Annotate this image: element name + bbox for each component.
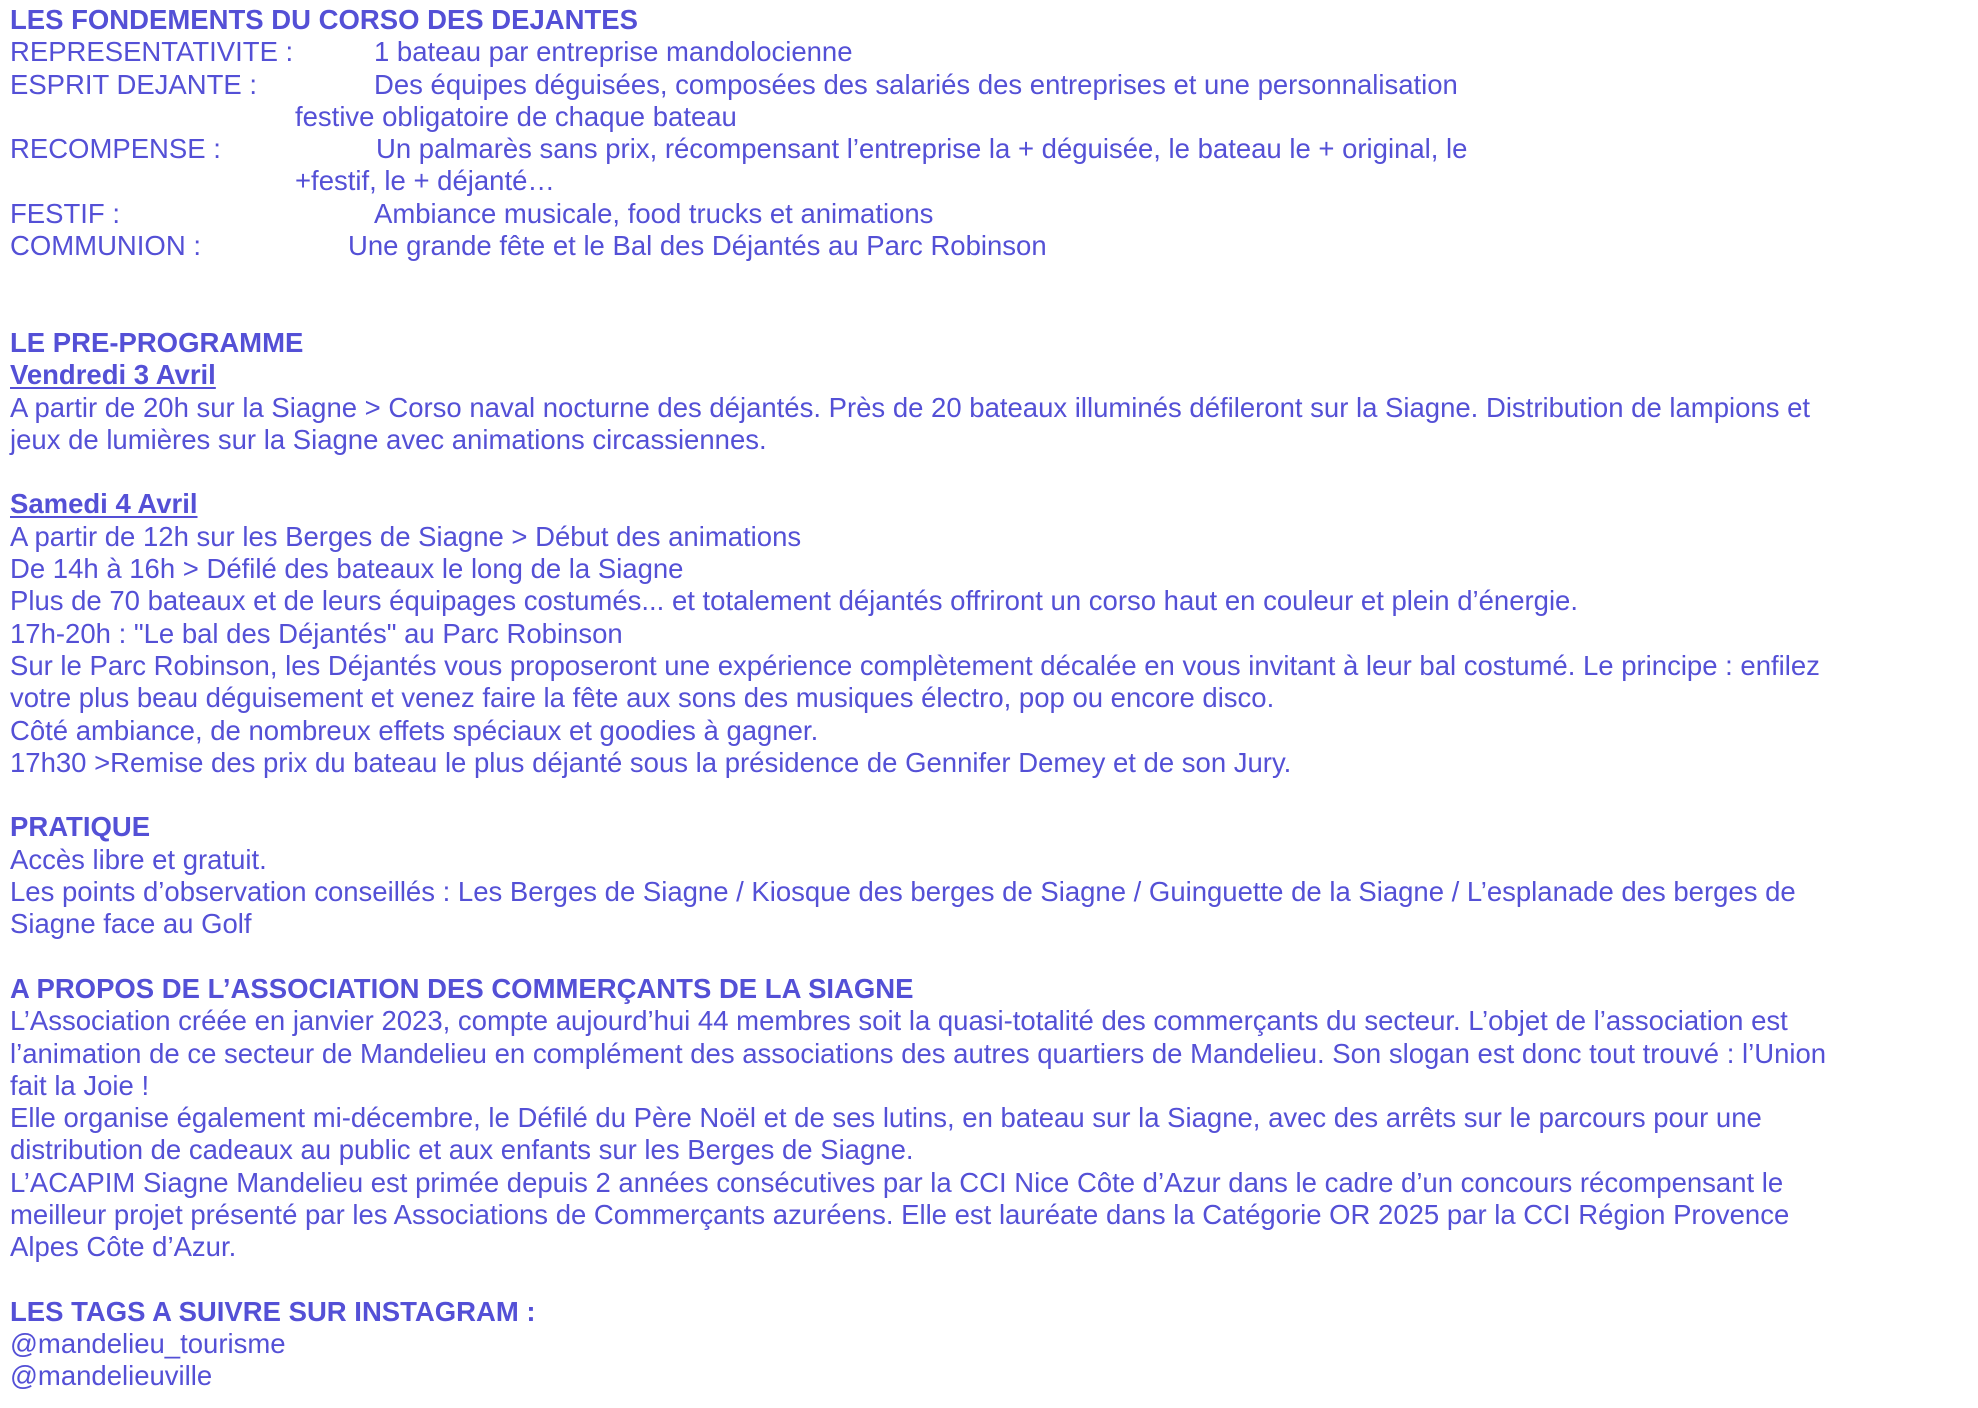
row-value: Des équipes déguisées, composées des salariés des entreprises et une personnalisation — [374, 68, 1458, 100]
row-value: Ambiance musicale, food trucks et animations — [374, 197, 934, 229]
association-section — [10, 973, 1970, 1264]
association-line: Alpes Côte d’Azur. — [10, 1231, 237, 1263]
association-title: A PROPOS DE L’ASSOCIATION DES COMMERÇANTS DE LA SIAGNE — [10, 972, 914, 1004]
fondements-row-recompense — [10, 133, 1970, 165]
association-line: distribution de cadeaux au public et aux enfants sur les Berges de Siagne. — [10, 1134, 914, 1166]
tags-title: LES TAGS A SUIVRE SUR INSTAGRAM : — [10, 1295, 536, 1327]
samedi-heading: Samedi 4 Avril — [10, 488, 198, 520]
samedi-line: De 14h à 16h > Défilé des bateaux le long de la Siagne — [10, 553, 684, 585]
programme-title: LE PRE-PROGRAMME — [10, 326, 304, 358]
fondements-row-esprit — [10, 69, 1970, 101]
section-gap — [10, 779, 1970, 811]
document-page — [10, 4, 1970, 1393]
row-label: REPRESENTATIVITE : — [10, 36, 294, 68]
association-line: L’ACAPIM Siagne Mandelieu est primée depuis 2 années consécutives par la CCI Nice Côte d’Azur dans le cadre d’un concours récompensant le — [10, 1166, 1784, 1198]
fondements-section — [10, 4, 1970, 262]
programme-section — [10, 327, 1970, 779]
row-continuation: festive obligatoire de chaque bateau — [295, 100, 737, 132]
pratique-line: Accès libre et gratuit. — [10, 843, 267, 875]
fondements-row-representativite — [10, 36, 1970, 68]
row-label: ESPRIT DEJANTE : — [10, 68, 258, 100]
fondements-row-festif — [10, 198, 1970, 230]
tags-section — [10, 1296, 1970, 1393]
fondements-title: LES FONDEMENTS DU CORSO DES DEJANTES — [10, 4, 638, 35]
row-label: RECOMPENSE : — [10, 133, 221, 165]
pratique-section — [10, 811, 1970, 940]
samedi-line: Côté ambiance, de nombreux effets spéciaux et goodies à gagner. — [10, 714, 819, 746]
association-line: fait la Joie ! — [10, 1069, 150, 1101]
row-continuation: +festif, le + déjanté… — [295, 165, 555, 197]
samedi-line: Plus de 70 bateaux et de leurs équipages costumés... et totalement déjantés offriront un corso haut en couleur et plein d’énergie. — [10, 585, 1578, 617]
samedi-line: A partir de 12h sur les Berges de Siagne > Début des animations — [10, 520, 802, 552]
pratique-line: Les points d’observation conseillés : Les Berges de Siagne / Kiosque des berges de Siagne / Guinguette de la Siagne / L’esplanade des berges de — [10, 876, 1796, 908]
association-line: Elle organise également mi-décembre, le Défilé du Père Noël et de ses lutins, en bateau sur la Siagne, avec des arrêts sur le parcours pour une — [10, 1102, 1762, 1134]
samedi-line: Sur le Parc Robinson, les Déjantés vous proposeront une expérience complètement décalée en vous invitant à leur bal costumé. Le principe : enfilez — [10, 649, 1820, 681]
association-line: l’animation de ce secteur de Mandelieu en complément des associations des autres quartiers de Mandelieu. Son slogan est donc tout trouvé : l’Union — [10, 1037, 1827, 1069]
instagram-tag: @mandelieu_tourisme — [10, 1328, 286, 1360]
section-gap — [10, 941, 1970, 973]
samedi-line: 17h-20h : "Le bal des Déjantés" au Parc Robinson — [10, 617, 623, 649]
vendredi-heading: Vendredi 3 Avril — [10, 359, 216, 391]
row-value: Un palmarès sans prix, récompensant l’entreprise la + déguisée, le bateau le + original, le — [376, 133, 1468, 165]
pratique-line: Siagne face au Golf — [10, 908, 252, 940]
association-line: L’Association créée en janvier 2023, compte aujourd’hui 44 membres soit la quasi-totalité des commerçants du secteur. L’objet de l’association est — [10, 1005, 1788, 1037]
fondements-row-communion — [10, 230, 1970, 262]
samedi-line: 17h30 >Remise des prix du bateau le plus déjanté sous la présidence de Gennifer Demey et de son Jury. — [10, 746, 1292, 778]
vendredi-line: A partir de 20h sur la Siagne > Corso naval nocturne des déjantés. Près de 20 bateaux illuminés défileront sur la Siagne. Distribution de lampions et — [10, 391, 1811, 423]
row-label: FESTIF : — [10, 197, 120, 229]
association-line: meilleur projet présenté par les Associations de Commerçants azuréens. Elle est lauréate dans la Catégorie OR 2025 par la CCI Région Provence — [10, 1198, 1790, 1230]
section-gap — [10, 262, 1970, 327]
row-label: COMMUNION : — [10, 230, 201, 262]
vendredi-line: jeux de lumières sur la Siagne avec animations circassiennes. — [10, 423, 767, 455]
section-gap — [10, 1264, 1970, 1296]
paragraph-gap — [10, 456, 1970, 488]
pratique-title: PRATIQUE — [10, 811, 151, 843]
row-value: Une grande fête et le Bal des Déjantés au Parc Robinson — [348, 230, 1047, 262]
samedi-line: votre plus beau déguisement et venez faire la fête aux sons des musiques électro, pop ou encore disco. — [10, 682, 1275, 714]
instagram-tag: @mandelieuville — [10, 1360, 213, 1392]
row-value: 1 bateau par entreprise mandolocienne — [374, 36, 853, 68]
